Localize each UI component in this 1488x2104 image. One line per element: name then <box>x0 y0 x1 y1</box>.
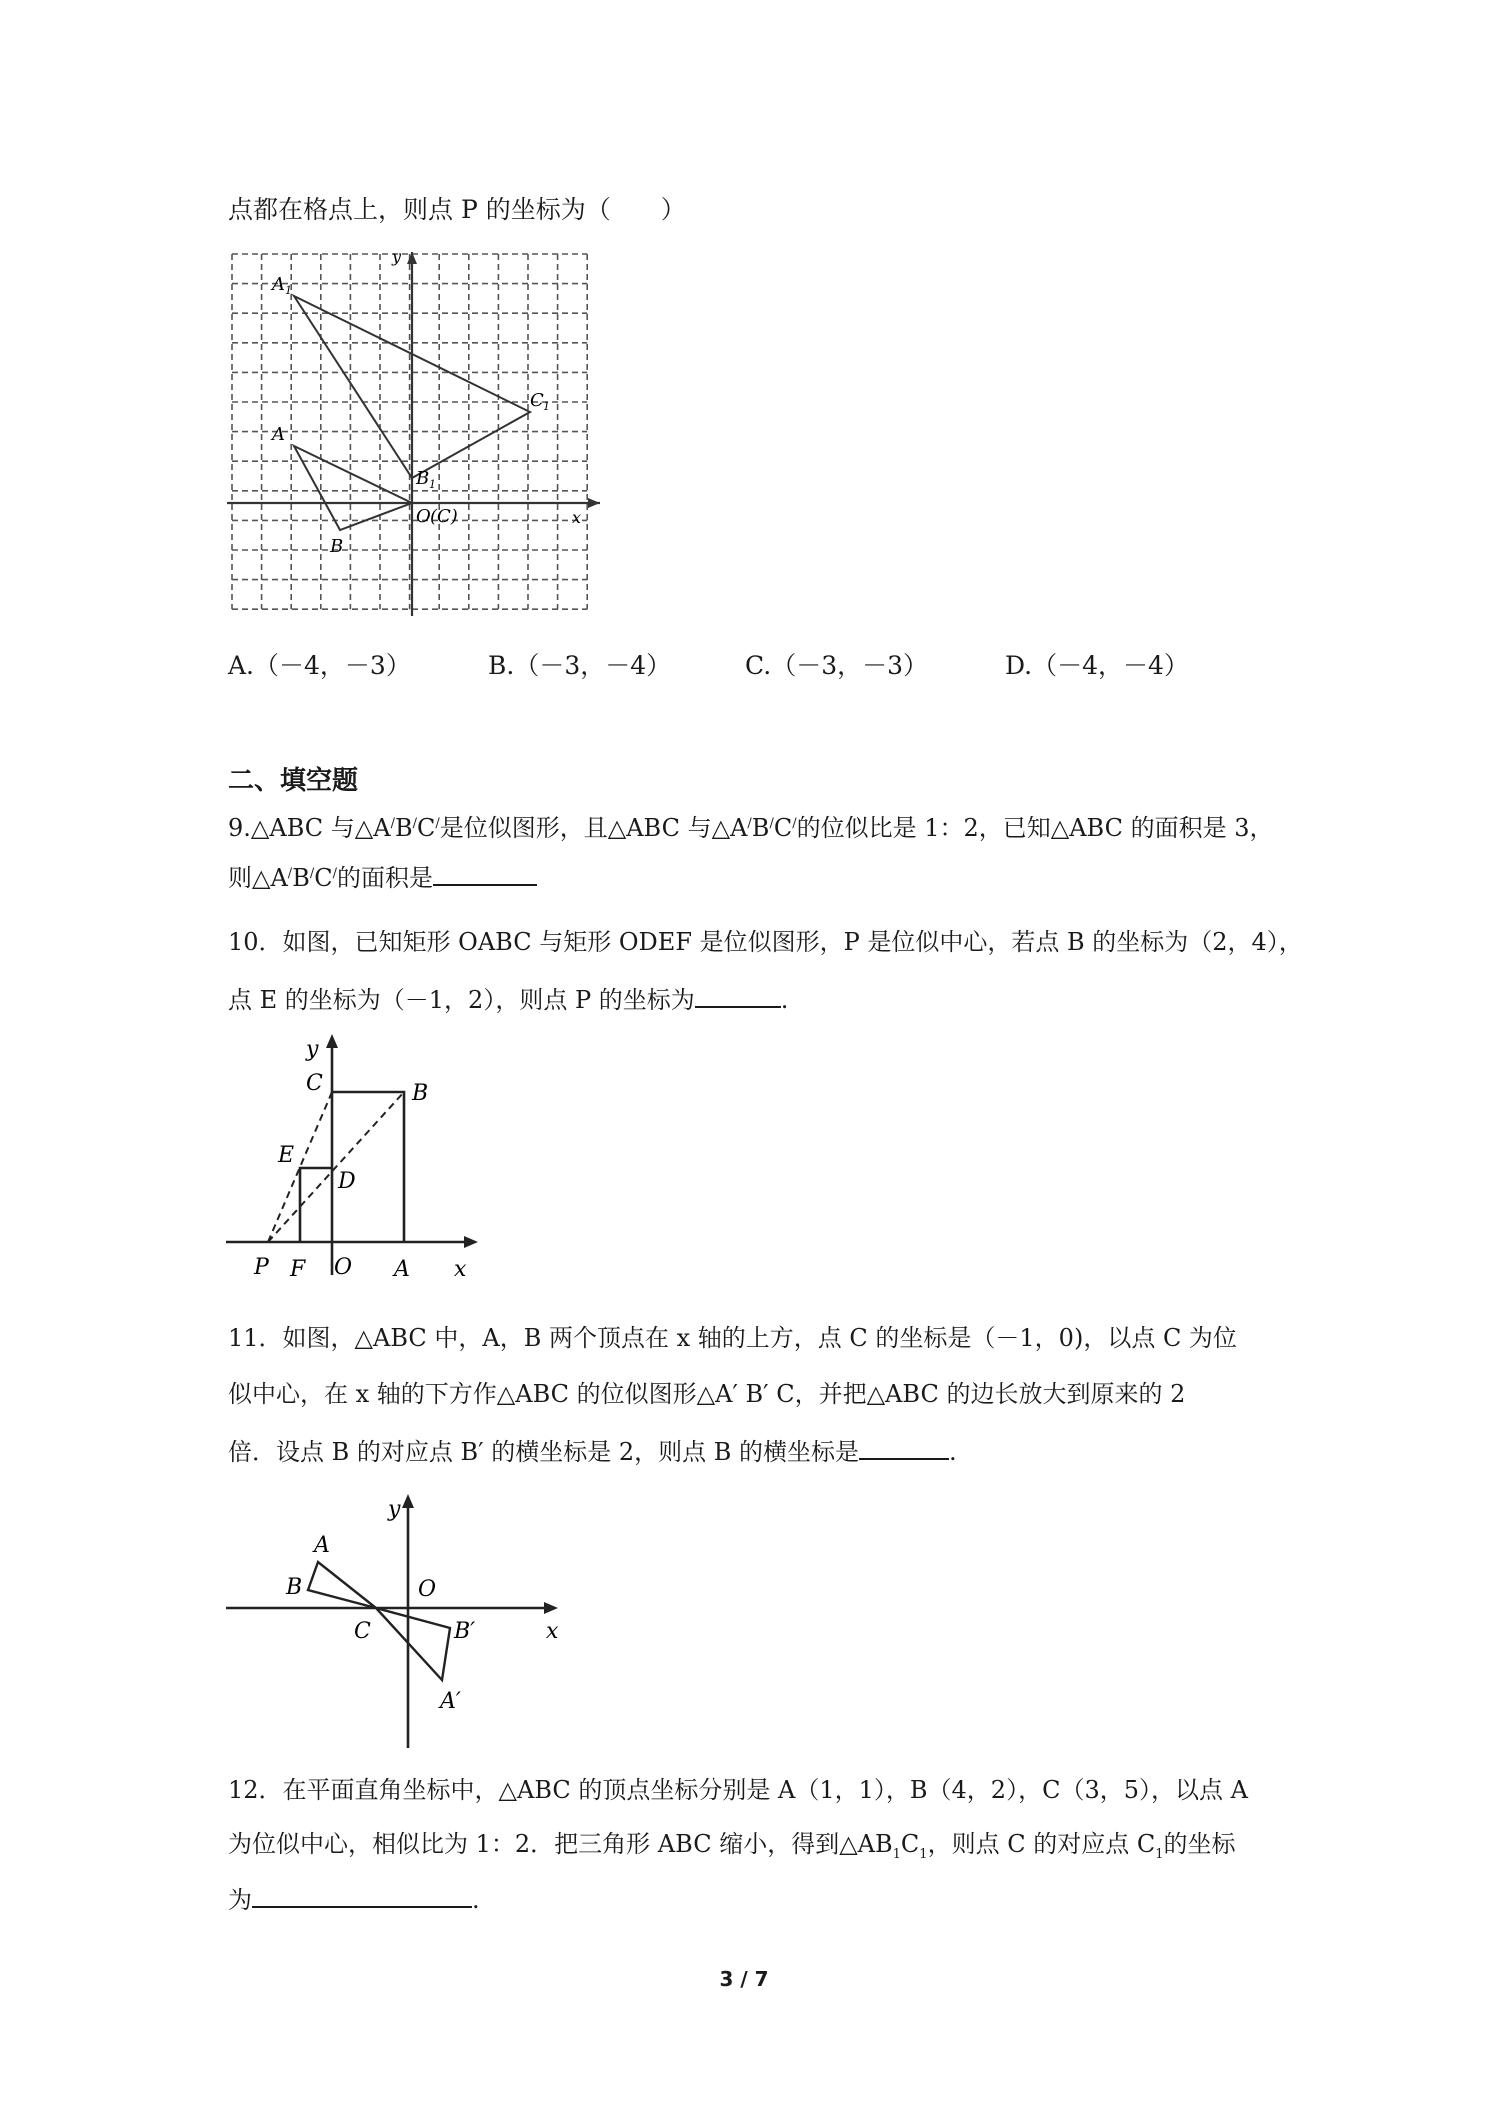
q10-label-y: y <box>306 1037 319 1062</box>
q8-triangle-abc <box>294 446 412 530</box>
q10-line1: 10．如图，已知矩形 OABC 与矩形 ODEF 是位似图形，P 是位似中心，若点 B 的坐标为（2，4）， <box>228 928 1303 956</box>
q8-option-d: D.（－4，－4） <box>1005 651 1189 680</box>
q10-label-o: O <box>334 1255 353 1280</box>
q9-line1: 9.△ABC 与△A/B/C/是位似图形，且△ABC 与△A/B/C/的位似比是 1：2，已知△ABC 的面积是 3， <box>228 814 1274 842</box>
q8-option-a: A.（－4，－3） <box>228 651 411 680</box>
q8-label-y: y <box>392 248 402 266</box>
q11-label-b: B <box>286 1575 303 1600</box>
q11-label-o: O <box>418 1577 437 1602</box>
q10-answer-blank[interactable] <box>695 980 781 1008</box>
q8-grid <box>232 254 587 609</box>
q8-label-x: x <box>572 508 582 527</box>
q10-rect-odef <box>300 1168 332 1242</box>
q8-label-c1-sub: 1 <box>543 400 550 413</box>
q11-triangle-abc <box>308 1562 376 1608</box>
q11-label-c: C <box>354 1619 371 1644</box>
q12-answer-blank[interactable] <box>252 1880 472 1908</box>
q8-label-b1-sub: 1 <box>429 478 436 491</box>
q11-triangle-apbpc <box>376 1608 450 1680</box>
q11-answer-blank[interactable] <box>859 1432 949 1460</box>
q10-label-a: A <box>394 1257 410 1282</box>
q11-line2: 似中心，在 x 轴的下方作△ABC 的位似图形△A′ B′ C，并把△ABC 的边长放大到原来的 2 <box>228 1380 1186 1408</box>
q11-label-a: A <box>314 1533 330 1558</box>
q11-label-ap: A′ <box>440 1689 461 1714</box>
q11-figure <box>222 1486 582 1756</box>
section-title-fill-in: 二、填空题 <box>228 766 359 796</box>
q8-label-c1: C <box>530 390 544 411</box>
q10-label-p: P <box>254 1255 269 1280</box>
q8-label-oc: (C) <box>430 506 458 527</box>
q10-y-arrow <box>326 1034 338 1048</box>
q10-label-x: x <box>454 1257 467 1282</box>
q8-label-b1: B <box>416 468 430 489</box>
q12-line2: 为位似中心，相似比为 1：2．把三角形 ABC 缩小，得到$\triangle AB_1C_1$，则点 C 的对应点 $C_1$的坐标 <box>228 1830 1236 1862</box>
q10-x-arrow <box>464 1236 478 1248</box>
q8-label-a1-sub: 1 <box>285 284 292 297</box>
q8-option-c: C.（－3，－3） <box>745 651 928 680</box>
q10-figure <box>222 1030 492 1290</box>
q10-label-c: C <box>306 1071 323 1096</box>
q12-line1: 12．在平面直角坐标中，△ABC 的顶点坐标分别是 A（1，1），B（4，2），C（3，5），以点 A <box>228 1776 1248 1804</box>
q8-label-a: A <box>272 424 285 445</box>
q11-line1: 11．如图，△ABC 中，A，B 两个顶点在 x 轴的上方，点 C 的坐标是（－1，0)，以点 C 为位 <box>228 1324 1237 1352</box>
q10-rect-oabc <box>332 1092 404 1242</box>
q11-label-x: x <box>546 1619 559 1644</box>
q8-stem-tail: 点都在格点上，则点 P 的坐标为（ ） <box>228 195 686 224</box>
q9-answer-blank[interactable] <box>433 858 537 886</box>
q10-label-f: F <box>290 1257 306 1282</box>
q12-line3: 为 . <box>228 1880 480 1918</box>
q8-label-b: B <box>330 536 344 557</box>
q11-label-bp: B′ <box>454 1619 476 1644</box>
q10-label-d: D <box>338 1169 356 1194</box>
q11-line3: 倍．设点 B 的对应点 B′ 的横坐标是 2，则点 B 的横坐标是 . <box>228 1432 957 1470</box>
q8-label-a1: A <box>272 274 285 295</box>
q10-line2: 点 E 的坐标为（－1，2），则点 P 的坐标为 . <box>228 980 788 1018</box>
q10-label-e: E <box>278 1143 295 1168</box>
q11-x-arrow <box>544 1602 558 1614</box>
q11-y-arrow <box>402 1494 414 1508</box>
q11-label-y: y <box>388 1497 401 1522</box>
q8-x-arrow <box>588 498 600 508</box>
q10-label-b: B <box>412 1081 429 1106</box>
page-number: 3 / 7 <box>719 1967 769 1991</box>
q8-option-b: B.（－3，－4） <box>488 651 672 680</box>
q8-figure <box>222 248 602 628</box>
q9-line2: 则△A/B/C/的面积是 <box>228 856 537 896</box>
q8-label-o: O <box>416 506 431 527</box>
